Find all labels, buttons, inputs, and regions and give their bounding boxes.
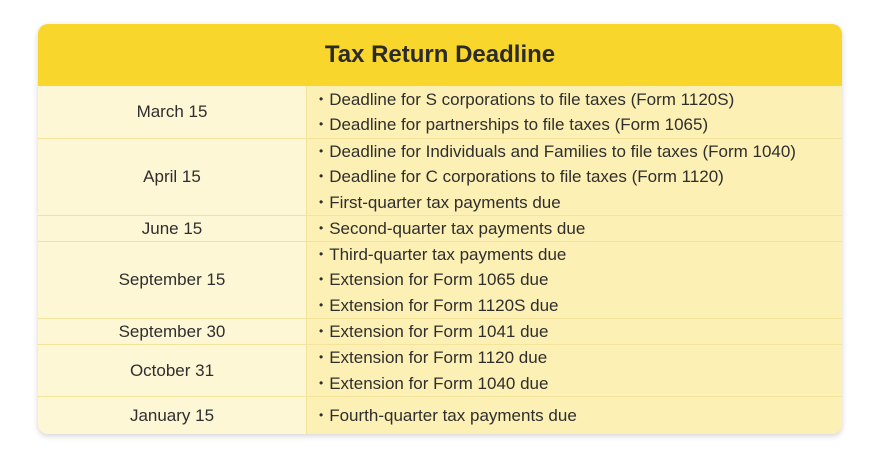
table-row xyxy=(38,241,842,318)
list-item: • Third-quarter tax payments due xyxy=(319,242,842,268)
deadline-date: June 15 xyxy=(38,216,307,241)
deadline-date: September 30 xyxy=(38,319,307,344)
deadline-items xyxy=(307,242,842,318)
deadline-items xyxy=(307,397,842,434)
table-row xyxy=(38,318,842,344)
table-row xyxy=(38,344,842,396)
list-item: • Deadline for S corporations to file taxes (Form 1120S) xyxy=(319,87,842,113)
deadline-date: October 31 xyxy=(38,345,307,396)
list-item: • First-quarter tax payments due xyxy=(319,190,842,216)
list-item: • Extension for Form 1065 due xyxy=(319,267,842,293)
list-item: • Extension for Form 1041 due xyxy=(319,319,842,345)
deadline-items xyxy=(307,345,842,396)
table-title: Tax Return Deadline xyxy=(38,24,842,86)
deadline-date: March 15 xyxy=(38,86,307,138)
deadline-items xyxy=(307,216,842,241)
list-item: • Deadline for C corporations to file taxes (Form 1120) xyxy=(319,164,842,190)
deadline-date: September 15 xyxy=(38,242,307,318)
deadline-items xyxy=(307,139,842,215)
deadline-items xyxy=(307,86,842,138)
table-row xyxy=(38,138,842,215)
table-body xyxy=(38,86,842,434)
tax-deadline-table xyxy=(38,24,842,434)
deadline-items xyxy=(307,319,842,344)
deadline-date: April 15 xyxy=(38,139,307,215)
list-item: • Extension for Form 1040 due xyxy=(319,371,842,397)
list-item: • Extension for Form 1120 due xyxy=(319,345,842,371)
deadline-date: January 15 xyxy=(38,397,307,434)
table-row xyxy=(38,215,842,241)
list-item: • Extension for Form 1120S due xyxy=(319,293,842,319)
list-item: • Second-quarter tax payments due xyxy=(319,216,842,242)
list-item: • Fourth-quarter tax payments due xyxy=(319,403,842,429)
list-item: • Deadline for Individuals and Families to file taxes (Form 1040) xyxy=(319,139,842,165)
table-row xyxy=(38,396,842,434)
table-row xyxy=(38,86,842,138)
list-item: • Deadline for partnerships to file taxes (Form 1065) xyxy=(319,112,842,138)
